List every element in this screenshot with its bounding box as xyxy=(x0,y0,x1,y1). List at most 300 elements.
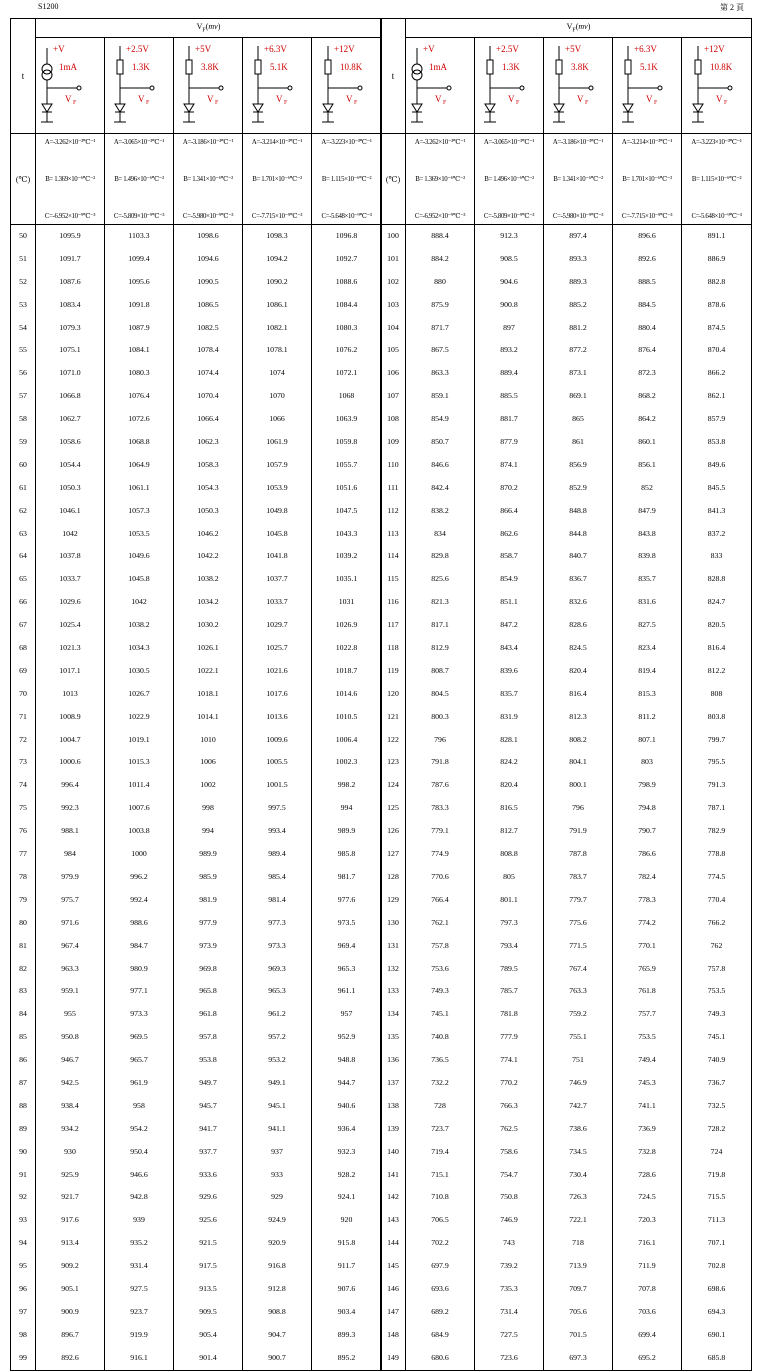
vf-value: 942.5 xyxy=(61,1077,79,1087)
vf-value: 1094.2 xyxy=(266,253,288,263)
temperature-value: 148 xyxy=(387,1329,399,1339)
vf-value: 941.7 xyxy=(199,1123,217,1133)
temperature-unit-label: (℃) xyxy=(11,134,36,225)
vf-value: 850.7 xyxy=(431,437,449,447)
vf-value: 896.6 xyxy=(638,231,656,240)
temperature-value: 85 xyxy=(19,1032,27,1042)
vf-value: 1034.3 xyxy=(128,643,150,653)
vf-value: 715.1 xyxy=(431,1169,449,1179)
vf-value: 728.2 xyxy=(707,1123,726,1133)
vf-value: 709.7 xyxy=(569,1283,587,1293)
vf-value: 723.7 xyxy=(431,1123,449,1133)
vf-value: 1014.6 xyxy=(335,688,358,698)
vf-value: 699.4 xyxy=(638,1329,656,1339)
vf-value: 698.6 xyxy=(707,1283,726,1293)
temperature-value: 72 xyxy=(19,734,27,744)
vf-value: 766.3 xyxy=(500,1100,518,1110)
vf-value: 728 xyxy=(434,1100,446,1110)
vf-value: 1029.7 xyxy=(266,620,288,630)
circuit-condition-cell xyxy=(36,38,105,134)
vf-value-column xyxy=(682,225,752,1371)
temperature-value: 90 xyxy=(19,1146,27,1156)
vf-value: 961.8 xyxy=(199,1009,217,1019)
temperature-value: 76 xyxy=(19,826,27,836)
vf-value: 904.7 xyxy=(268,1329,286,1339)
vf-value: 957.2 xyxy=(268,1032,286,1042)
coefficient-c: C=-7.715×10⁻⁹℃⁻³ xyxy=(621,213,673,220)
vf-value: 856.1 xyxy=(638,459,656,469)
vf-value: 842.4 xyxy=(431,482,449,492)
vf-value: 860.1 xyxy=(638,437,656,447)
vf-value: 1075.1 xyxy=(59,345,81,355)
vf-value: 1080.3 xyxy=(335,322,358,332)
document-code: S1200 xyxy=(38,2,59,11)
vf-value: 849.6 xyxy=(707,459,726,469)
vf-value: 738.6 xyxy=(569,1123,587,1133)
temperature-value: 133 xyxy=(387,986,399,996)
vf-value: 1042 xyxy=(62,528,78,538)
vf-value: 929 xyxy=(271,1192,283,1202)
vf-value: 984 xyxy=(64,849,76,859)
vf-value: 1037.8 xyxy=(59,551,81,561)
vf-value: 724 xyxy=(710,1146,723,1156)
vf-value: 993.4 xyxy=(268,826,286,836)
vf-value: 1066.4 xyxy=(197,414,219,424)
vf-value: 827.5 xyxy=(638,620,656,630)
vf-value: 847.9 xyxy=(638,505,656,515)
vf-value: 889.3 xyxy=(569,276,587,286)
vf-value: 1054.3 xyxy=(197,482,219,492)
vf-value: 909.2 xyxy=(61,1261,79,1271)
vf-value: 1025.7 xyxy=(266,643,288,653)
vf-value: 1055.7 xyxy=(335,459,358,469)
vf-value: 893.3 xyxy=(569,253,587,263)
vf-value: 727.5 xyxy=(500,1329,518,1339)
temperature-value: 73 xyxy=(19,757,27,767)
temperature-column xyxy=(381,225,406,1371)
coefficient-c: C=-5.980×10⁻⁹℃⁻³ xyxy=(182,213,234,220)
temperature-value: 51 xyxy=(19,253,27,263)
vf-value: 877.9 xyxy=(500,437,518,447)
vf-value: 1002.3 xyxy=(335,757,358,767)
vf-value: 1019.1 xyxy=(128,734,150,744)
vf-value: 981.7 xyxy=(337,871,356,881)
vf-value: 774.2 xyxy=(638,917,656,927)
temperature-value: 52 xyxy=(19,276,27,286)
temperature-value: 116 xyxy=(387,597,399,607)
coefficient-cell xyxy=(475,134,544,225)
temperature-value: 126 xyxy=(387,826,399,836)
vf-value: 950.8 xyxy=(61,1032,79,1042)
temperature-value: 137 xyxy=(387,1077,399,1087)
vf-value: 828.1 xyxy=(500,734,518,744)
vf-value: 710.8 xyxy=(431,1192,449,1202)
vf-value: 925.6 xyxy=(199,1215,217,1225)
vf-value: 875.9 xyxy=(431,299,449,309)
temperature-value: 120 xyxy=(387,688,399,698)
vf-value: 1053.9 xyxy=(266,482,288,492)
vf-value: 981.9 xyxy=(199,894,217,904)
vf-value: 816.4 xyxy=(569,688,587,698)
coefficient-c: C=-6.952×10⁻⁹℃⁻³ xyxy=(414,213,466,220)
vf-label: V $_F$ xyxy=(345,94,357,106)
vf-value: 782.9 xyxy=(707,826,726,836)
vf-value: 1061.1 xyxy=(128,482,150,492)
coefficient-cell xyxy=(174,134,243,225)
vf-value: 689.2 xyxy=(431,1306,449,1316)
vf-value: 881.2 xyxy=(569,322,587,332)
vf-value: 803 xyxy=(641,757,653,767)
vf-value: 787.1 xyxy=(707,803,726,813)
temperature-value: 100 xyxy=(387,231,399,240)
vf-value: 1061.9 xyxy=(266,437,288,447)
vf-value: 828.8 xyxy=(707,574,726,584)
vf-value: 958 xyxy=(133,1100,145,1110)
temperature-value: 134 xyxy=(387,1009,399,1019)
vf-value: 1038.2 xyxy=(197,574,219,584)
temperature-value: 68 xyxy=(19,643,27,653)
vf-value: 839.6 xyxy=(500,665,518,675)
vf-value: 833 xyxy=(710,551,723,561)
vf-value: 963.3 xyxy=(61,963,79,973)
vf-value: 950.4 xyxy=(130,1146,148,1156)
vf-value: 701.5 xyxy=(569,1329,587,1339)
vf-value: 896.7 xyxy=(61,1329,79,1339)
vf-value: 992.3 xyxy=(61,803,79,813)
vf-value: 1022.8 xyxy=(335,643,358,653)
vf-value: 795.5 xyxy=(707,757,726,767)
temperature-value: 109 xyxy=(387,437,399,447)
vf-value: 1021.3 xyxy=(59,643,81,653)
vf-value: 757.7 xyxy=(638,1009,656,1019)
circuit-condition-cell xyxy=(544,38,613,134)
vf-value: 915.8 xyxy=(337,1238,356,1248)
vf-value: 933 xyxy=(271,1169,283,1179)
temperature-value: 91 xyxy=(19,1169,27,1179)
vf-value: 916.1 xyxy=(130,1352,148,1362)
vf-value: 1098.6 xyxy=(197,231,219,240)
vf-value: 859.1 xyxy=(431,391,449,401)
vf-value: 1018.7 xyxy=(335,665,358,675)
temperature-value: 106 xyxy=(387,368,399,378)
coefficient-c: C=-7.715×10⁻⁹℃⁻³ xyxy=(251,213,303,220)
vf-value: 929.6 xyxy=(199,1192,217,1202)
vf-value: 846.6 xyxy=(431,459,449,469)
vf-value: 937.7 xyxy=(199,1146,217,1156)
vf-unit-header: $V_F(mv)$ xyxy=(406,19,752,38)
temperature-value: 131 xyxy=(387,940,399,950)
coefficient-a: A=-3.214×10⁻³℃⁻¹ xyxy=(251,139,303,146)
vf-value: 957.8 xyxy=(199,1032,217,1042)
vf-value: 781.8 xyxy=(500,1009,518,1019)
vf-value: 920.9 xyxy=(268,1238,286,1248)
vf-value: 916.8 xyxy=(268,1261,286,1271)
vf-value: 1057.9 xyxy=(266,459,288,469)
vf-value: 930 xyxy=(64,1146,76,1156)
vf-value: 1087.6 xyxy=(59,276,81,286)
vf-value: 790.7 xyxy=(638,826,656,836)
resistor-diode-circuit-icon xyxy=(106,38,172,130)
vf-value: 946.7 xyxy=(61,1055,79,1065)
vf-value: 847.2 xyxy=(500,620,518,630)
vf-value: 844.8 xyxy=(569,528,587,538)
vf-value: 927.5 xyxy=(130,1283,148,1293)
vf-value: 1088.6 xyxy=(335,276,358,286)
vf-value: 989.9 xyxy=(199,849,217,859)
vf-value: 706.5 xyxy=(431,1215,449,1225)
vf-value: 820.4 xyxy=(569,665,587,675)
vf-value: 1058.3 xyxy=(197,459,219,469)
vf-value: 889.4 xyxy=(500,368,518,378)
vf-value: 750.8 xyxy=(500,1192,518,1202)
vf-value: 989.4 xyxy=(268,849,286,859)
vf-label: V $_F$ xyxy=(207,94,219,106)
vf-value: 775.6 xyxy=(569,917,587,927)
vf-value: 1010.5 xyxy=(335,711,358,721)
temperature-value: 94 xyxy=(19,1238,27,1248)
vf-value: 913.5 xyxy=(199,1283,217,1293)
coefficient-b: B= 1.115×10⁻⁶℃⁻² xyxy=(691,176,742,183)
temperature-value: 77 xyxy=(19,849,27,859)
vf-value: 941.1 xyxy=(268,1123,286,1133)
temperature-value: 105 xyxy=(387,345,399,355)
vf-value: 726.3 xyxy=(569,1192,587,1202)
temperature-value: 122 xyxy=(387,734,399,744)
coefficient-cell xyxy=(312,134,382,225)
vf-value: 732.2 xyxy=(431,1077,449,1087)
vf-value: 1070 xyxy=(269,391,285,401)
vf-value: 992.4 xyxy=(130,894,148,904)
load-value-label: 10.8K xyxy=(339,62,362,72)
vf-value: 1098.3 xyxy=(266,231,288,240)
temperature-value: 132 xyxy=(387,963,399,973)
load-value-label: 1mA xyxy=(59,62,77,72)
vf-value: 718 xyxy=(572,1238,584,1248)
vf-value: 892.6 xyxy=(61,1352,79,1362)
vf-value: 891.1 xyxy=(707,231,726,240)
vf-value: 711.9 xyxy=(638,1261,656,1271)
circuit-condition-cell xyxy=(174,38,243,134)
vf-value: 786.6 xyxy=(638,849,656,859)
temperature-value: 97 xyxy=(19,1306,27,1316)
vf-value: 832.6 xyxy=(569,597,587,607)
vf-value: 1091.7 xyxy=(59,253,81,263)
temperature-value: 117 xyxy=(387,620,399,630)
vf-value: 841.3 xyxy=(707,505,726,515)
vf-value: 1004.7 xyxy=(59,734,81,744)
vf-value: 1026.1 xyxy=(197,643,219,653)
vf-value: 783.7 xyxy=(569,871,587,881)
vf-value: 1001.5 xyxy=(266,780,288,790)
vf-label: V $_F$ xyxy=(138,94,150,106)
supply-voltage-label: +2.5V xyxy=(126,44,149,54)
vf-value: 1062.7 xyxy=(59,414,81,424)
vf-value: 770.4 xyxy=(707,894,726,904)
vf-value: 1058.6 xyxy=(59,437,81,447)
vf-value: 997.5 xyxy=(268,803,286,813)
vf-value: 820.5 xyxy=(707,620,726,630)
vf-value: 939 xyxy=(133,1215,145,1225)
load-value-label: 3.8K xyxy=(571,62,589,72)
temperature-value: 146 xyxy=(387,1283,399,1293)
temperature-value: 127 xyxy=(387,849,399,859)
coefficient-b: B= 1.701×10⁻⁶℃⁻² xyxy=(252,176,302,183)
vf-value: 948.8 xyxy=(337,1055,356,1065)
vf-value: 713.9 xyxy=(569,1261,587,1271)
vf-value: 728.6 xyxy=(638,1169,656,1179)
vf-value: 779.1 xyxy=(431,826,449,836)
vf-value: 977.6 xyxy=(337,894,356,904)
vf-value: 900.8 xyxy=(500,299,518,309)
coefficient-cell xyxy=(105,134,174,225)
circuit-condition-cell xyxy=(312,38,382,134)
table-panel-right xyxy=(380,18,751,1362)
temperature-value: 115 xyxy=(387,574,399,584)
temperature-value: 118 xyxy=(387,643,399,653)
vf-value: 854.9 xyxy=(500,574,518,584)
vf-value: 862.6 xyxy=(500,528,518,538)
vf-value: 1051.6 xyxy=(335,482,358,492)
vf-value: 1042.2 xyxy=(197,551,219,561)
vf-value: 985.9 xyxy=(199,871,217,881)
circuit-condition-cell xyxy=(682,38,752,134)
vf-value: 984.7 xyxy=(130,940,148,950)
vf-value: 913.4 xyxy=(61,1238,79,1248)
vf-value: 901.4 xyxy=(199,1352,217,1362)
vf-value: 969.4 xyxy=(337,940,356,950)
vf-value: 812.7 xyxy=(500,826,518,836)
vf-value: 900.9 xyxy=(61,1306,79,1316)
vf-value: 919.9 xyxy=(130,1329,148,1339)
supply-voltage-label: +5V xyxy=(195,44,212,54)
supply-voltage-label: +V xyxy=(423,44,435,54)
vf-value: 888.5 xyxy=(638,276,656,286)
temperature-value: 63 xyxy=(19,528,27,538)
temperature-value: 141 xyxy=(387,1169,399,1179)
vf-value: 758.6 xyxy=(500,1146,518,1156)
vf-value: 857.9 xyxy=(707,414,726,424)
vf-value: 695.2 xyxy=(638,1352,656,1362)
temperature-value: 65 xyxy=(19,574,27,584)
t-column-header: t xyxy=(381,19,406,134)
load-value-label: 1.3K xyxy=(502,62,520,72)
temperature-value: 142 xyxy=(387,1192,399,1202)
vf-value: 1078.1 xyxy=(266,345,288,355)
vf-value: 1091.8 xyxy=(128,299,150,309)
vf-value: 759.2 xyxy=(569,1009,587,1019)
vf-value: 1096.8 xyxy=(335,231,358,240)
coefficient-cell xyxy=(682,134,752,225)
vf-value: 985.4 xyxy=(268,871,286,881)
vf-value: 1068 xyxy=(338,391,355,401)
vf-value: 998 xyxy=(202,803,214,813)
vf-value: 753.5 xyxy=(638,1032,656,1042)
vf-value: 1010 xyxy=(200,734,216,744)
temperature-value: 144 xyxy=(387,1238,399,1248)
vf-value: 994 xyxy=(340,803,353,813)
vf-value: 988.6 xyxy=(130,917,148,927)
vf-value: 871.7 xyxy=(431,322,449,332)
temperature-value: 88 xyxy=(19,1100,27,1110)
vf-value: 838.2 xyxy=(431,505,449,515)
vf-value: 1074.4 xyxy=(197,368,219,378)
vf-value: 1006.4 xyxy=(335,734,358,744)
temperature-value: 69 xyxy=(19,665,27,675)
vf-value: 1002 xyxy=(200,780,216,790)
vf-value: 724.5 xyxy=(638,1192,656,1202)
vf-value-column xyxy=(312,225,382,1371)
vf-value: 1034.2 xyxy=(197,597,219,607)
vf-value: 869.1 xyxy=(569,391,587,401)
vf-value: 953.8 xyxy=(199,1055,217,1065)
vf-value: 938.4 xyxy=(61,1100,79,1110)
vf-value: 742.7 xyxy=(569,1100,587,1110)
vf-value: 949.1 xyxy=(268,1077,286,1087)
vf-value: 800.1 xyxy=(569,780,587,790)
vf-value: 1066 xyxy=(269,414,285,424)
temperature-value: 104 xyxy=(387,322,399,332)
temperature-value: 84 xyxy=(19,1009,27,1019)
temperature-value: 147 xyxy=(387,1306,399,1316)
temperature-value: 74 xyxy=(19,780,27,790)
load-value-label: 3.8K xyxy=(201,62,219,72)
vf-value: 853.8 xyxy=(707,437,726,447)
vf-value: 736.5 xyxy=(431,1055,449,1065)
vf-value: 1082.5 xyxy=(197,322,219,332)
vf-value: 693.6 xyxy=(431,1283,449,1293)
supply-voltage-label: +V xyxy=(53,44,65,54)
temperature-value: 149 xyxy=(387,1352,399,1362)
vf-value: 791.3 xyxy=(707,780,726,790)
supply-voltage-label: +12V xyxy=(333,44,355,54)
load-value-label: 1mA xyxy=(429,62,447,72)
vf-value: 1059.8 xyxy=(335,437,358,447)
supply-voltage-label: +5V xyxy=(565,44,582,54)
temperature-value: 62 xyxy=(19,505,27,515)
coefficient-b: B= 1.341×10⁻⁶℃⁻² xyxy=(553,176,603,183)
vf-value: 1006 xyxy=(200,757,216,767)
vf-value: 1079.3 xyxy=(59,322,81,332)
vf-value: 771.5 xyxy=(569,940,587,950)
load-value-label: 5.1K xyxy=(640,62,658,72)
current-source-diode-circuit-icon xyxy=(37,38,103,130)
vf-value: 1049.6 xyxy=(128,551,150,561)
vf-value: 969.3 xyxy=(268,963,286,973)
vf-value: 762.1 xyxy=(431,917,449,927)
temperature-value: 121 xyxy=(387,711,399,721)
vf-value: 767.4 xyxy=(569,963,587,973)
vf-value: 804.1 xyxy=(569,757,587,767)
coefficient-a: A=-3.262×10⁻³℃⁻¹ xyxy=(44,139,96,146)
vf-value: 1000.6 xyxy=(59,757,81,767)
temperature-value: 79 xyxy=(19,894,27,904)
vf-value: 749.3 xyxy=(707,1009,726,1019)
vf-value: 770.6 xyxy=(431,871,449,881)
vf-value: 928.2 xyxy=(337,1169,356,1179)
vf-value: 1031 xyxy=(338,597,355,607)
vf-value: 777.9 xyxy=(500,1032,518,1042)
vf-value: 961.2 xyxy=(268,1009,286,1019)
vf-value: 791.9 xyxy=(569,826,587,836)
vf-value: 837.2 xyxy=(707,528,726,538)
vf-value: 924.1 xyxy=(337,1192,356,1202)
coefficient-c: C=-5.809×10⁻⁹℃⁻³ xyxy=(113,213,165,220)
vf-value: 1030.2 xyxy=(197,620,219,630)
temperature-value: 112 xyxy=(387,505,399,515)
vf-value: 1033.7 xyxy=(266,597,288,607)
circuit-condition-cell xyxy=(613,38,682,134)
vf-value: 868.2 xyxy=(638,391,656,401)
